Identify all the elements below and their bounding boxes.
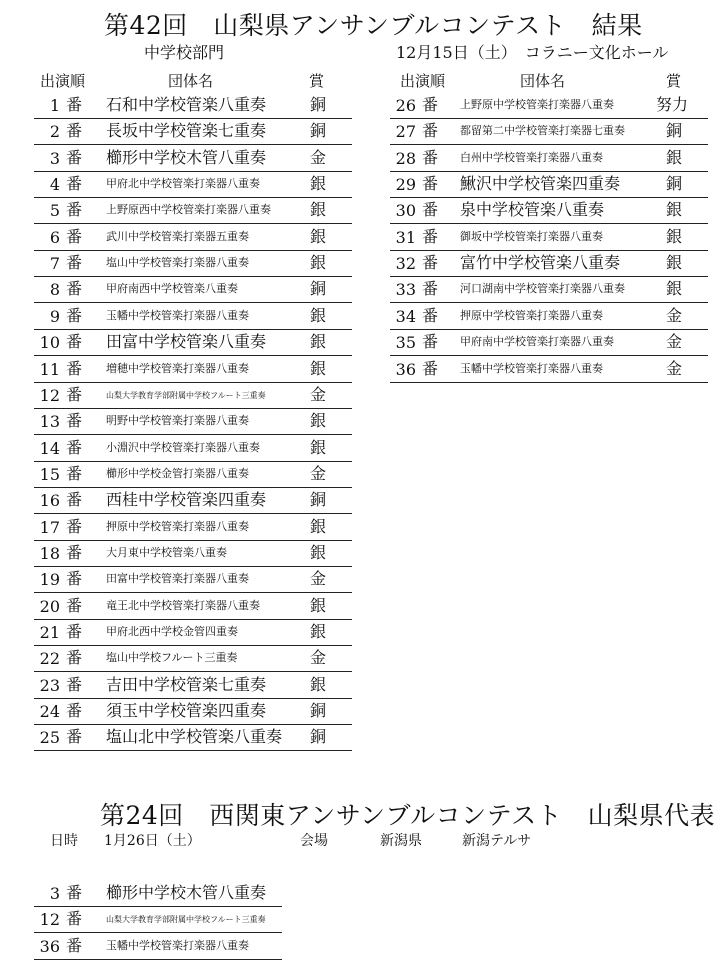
award: 金 — [310, 463, 327, 483]
award: 銅 — [310, 490, 327, 510]
order-suffix: 番 — [66, 648, 83, 668]
group-name: 玉幡中学校管楽打楽器八重奏 — [106, 308, 249, 322]
group-name: 西桂中学校管楽四重奏 — [106, 490, 267, 510]
award: 銀 — [310, 174, 327, 194]
order-suffix: 番 — [66, 226, 83, 246]
award: 銅 — [666, 174, 683, 194]
table-row — [34, 933, 282, 960]
order-suffix: 番 — [422, 200, 439, 220]
order-number: 9 — [49, 306, 60, 326]
award: 銀 — [666, 226, 683, 246]
order-suffix: 番 — [66, 883, 83, 902]
header-group-right: 団体名 — [520, 72, 566, 90]
group-name: 玉幡中学校管楽打楽器八重奏 — [106, 938, 249, 952]
group-name: 小淵沢中学校管楽打楽器八重奏 — [106, 440, 260, 454]
order-suffix: 番 — [66, 622, 83, 641]
table-row — [34, 461, 352, 488]
table-row — [390, 356, 708, 383]
order-suffix: 番 — [66, 411, 83, 431]
order-number: 3 — [49, 884, 60, 903]
header-group-left: 団体名 — [168, 72, 214, 90]
table-row — [34, 540, 352, 567]
table-row — [34, 906, 282, 933]
table-row — [34, 724, 352, 751]
award: 努力 — [656, 95, 689, 114]
award: 金 — [310, 648, 327, 668]
group-name: 押原中学校管楽打楽器八重奏 — [106, 519, 249, 533]
award: 金 — [310, 384, 327, 404]
group-name: 塩山北中学校管楽八重奏 — [106, 727, 283, 747]
order-number: 8 — [49, 280, 60, 300]
group-name: 櫛形中学校木管八重奏 — [106, 883, 267, 902]
award: 銀 — [310, 622, 327, 641]
table-row — [34, 92, 352, 119]
order-number: 15 — [39, 464, 60, 484]
award: 銀 — [310, 595, 327, 615]
award: 銀 — [310, 411, 327, 431]
order-suffix: 番 — [422, 305, 439, 325]
table-row — [34, 698, 352, 725]
order-number: 23 — [39, 675, 60, 695]
order-suffix: 番 — [66, 516, 83, 536]
table-row — [34, 276, 352, 303]
order-number: 19 — [39, 570, 60, 590]
group-name: 須玉中学校管楽四重奏 — [106, 701, 267, 721]
venue-prefecture: 新潟県 — [380, 833, 422, 849]
group-name: 玉幡中学校管楽打楽器八重奏 — [460, 361, 603, 375]
order-number: 20 — [39, 596, 60, 616]
table-row — [34, 356, 352, 383]
group-name: 上野原中学校管楽打楽器八重奏 — [460, 98, 614, 111]
table-row — [34, 619, 352, 646]
order-number: 17 — [39, 517, 60, 537]
order-number: 31 — [395, 227, 416, 247]
group-name: 泉中学校管楽八重奏 — [460, 200, 605, 220]
page-title: 第42回 山梨県アンサンブルコンテスト 結果 — [104, 11, 643, 40]
group-name: 上野原西中学校管楽打楽器八重奏 — [106, 203, 271, 217]
order-suffix: 番 — [66, 332, 83, 352]
order-suffix: 番 — [66, 490, 83, 510]
order-number: 34 — [395, 306, 416, 326]
date-value: 1月26日（土） — [104, 833, 201, 849]
table-row — [34, 303, 352, 330]
order-number: 24 — [39, 702, 60, 722]
table-row — [34, 197, 352, 224]
order-suffix: 番 — [66, 674, 83, 694]
order-suffix: 番 — [66, 147, 83, 167]
order-suffix: 番 — [66, 305, 83, 325]
order-number: 13 — [39, 412, 60, 432]
order-suffix: 番 — [66, 279, 83, 299]
order-suffix: 番 — [66, 909, 83, 929]
order-suffix: 番 — [422, 279, 439, 299]
order-number: 1 — [49, 96, 60, 115]
order-suffix: 番 — [66, 727, 83, 747]
table-row — [390, 118, 708, 145]
order-number: 32 — [395, 254, 416, 274]
award: 銀 — [310, 516, 327, 536]
group-name: 大月東中学校管楽八重奏 — [106, 545, 227, 559]
award: 銀 — [666, 147, 683, 167]
award: 銅 — [310, 279, 327, 299]
order-number: 36 — [395, 359, 416, 379]
table-row — [34, 171, 352, 198]
award: 銀 — [310, 332, 327, 352]
order-suffix: 番 — [66, 95, 83, 114]
order-number: 14 — [39, 438, 60, 458]
order-suffix: 番 — [422, 226, 439, 246]
order-number: 4 — [49, 175, 60, 195]
group-name: 鰍沢中学校管楽四重奏 — [460, 174, 621, 194]
award: 銀 — [666, 279, 683, 299]
order-number: 6 — [49, 227, 60, 247]
header-award-left: 賞 — [309, 72, 325, 90]
group-name: 田富中学校管楽打楽器八重奏 — [106, 572, 249, 586]
award: 銅 — [310, 95, 327, 114]
order-number: 33 — [395, 280, 416, 300]
group-name: 明野中学校管楽打楽器八重奏 — [106, 414, 249, 428]
order-number: 18 — [39, 543, 60, 563]
order-suffix: 番 — [422, 95, 439, 114]
award: 銀 — [310, 542, 327, 562]
group-name: 塩山中学校管楽打楽器八重奏 — [106, 256, 249, 270]
order-suffix: 番 — [66, 437, 83, 457]
award: 銀 — [310, 200, 327, 220]
order-number: 12 — [39, 385, 60, 405]
group-name: 山梨大学教育学部附属中学校フルート三重奏 — [106, 390, 266, 400]
order-number: 27 — [395, 122, 416, 142]
order-number: 26 — [395, 96, 416, 115]
order-suffix: 番 — [66, 253, 83, 273]
order-number: 25 — [39, 728, 60, 748]
order-number: 22 — [39, 649, 60, 669]
order-number: 16 — [39, 491, 60, 511]
award: 銅 — [310, 701, 327, 721]
table-row — [390, 145, 708, 172]
group-name: 田富中学校管楽八重奏 — [106, 332, 267, 352]
order-number: 36 — [39, 936, 60, 956]
group-name: 甲府北中学校管楽打楽器八重奏 — [106, 177, 260, 191]
table-row — [390, 250, 708, 277]
award: 金 — [310, 569, 327, 589]
date-label: 日時 — [50, 833, 78, 849]
award: 金 — [666, 332, 683, 352]
group-name: 甲府北西中学校金管四重奏 — [106, 625, 238, 638]
header-award-right: 賞 — [666, 72, 682, 90]
date-venue: 12月15日（土） コラニー文化ホール — [396, 43, 669, 62]
award: 銀 — [310, 253, 327, 273]
table-row — [34, 224, 352, 251]
order-suffix: 番 — [66, 935, 83, 955]
order-suffix: 番 — [422, 253, 439, 273]
order-suffix: 番 — [422, 121, 439, 141]
order-number: 30 — [395, 201, 416, 221]
award: 銀 — [310, 358, 327, 378]
order-number: 12 — [39, 910, 60, 930]
group-name: 都留第二中学校管楽打楽器七重奏 — [460, 124, 625, 138]
order-number: 3 — [49, 148, 60, 168]
award: 銀 — [310, 674, 327, 694]
award: 銅 — [310, 727, 327, 747]
group-name: 富竹中学校管楽八重奏 — [460, 253, 621, 273]
award: 銀 — [310, 437, 327, 457]
award: 銅 — [310, 121, 327, 141]
award: 銀 — [666, 200, 683, 220]
group-name: 吉田中学校管楽七重奏 — [106, 674, 267, 694]
group-name: 白州中学校管楽打楽器八重奏 — [460, 150, 603, 164]
group-name: 塩山中学校フルート三重奏 — [106, 651, 238, 665]
order-suffix: 番 — [422, 174, 439, 194]
table-row — [34, 487, 352, 514]
venue-label: 会場 — [300, 833, 328, 849]
award: 金 — [666, 305, 683, 325]
group-name: 押原中学校管楽打楽器八重奏 — [460, 308, 603, 322]
group-name: 御坂中学校管楽打楽器八重奏 — [460, 229, 603, 243]
table-row — [390, 276, 708, 303]
table-row — [34, 435, 352, 462]
order-number: 10 — [39, 333, 60, 353]
table-row — [34, 672, 352, 699]
venue-name: 新潟テルサ — [462, 833, 532, 849]
order-suffix: 番 — [66, 174, 83, 194]
table-row — [390, 329, 708, 356]
table-row — [34, 408, 352, 435]
header-order-right: 出演順 — [400, 72, 446, 90]
order-suffix: 番 — [422, 332, 439, 352]
order-suffix: 番 — [66, 384, 83, 404]
order-number: 35 — [395, 333, 416, 353]
award: 銅 — [666, 121, 683, 141]
order-suffix: 番 — [66, 569, 83, 589]
table-row — [34, 880, 282, 907]
order-number: 11 — [39, 359, 60, 379]
award: 銀 — [310, 305, 327, 325]
award: 銀 — [666, 253, 683, 273]
group-name: 長坂中学校管楽七重奏 — [106, 121, 267, 141]
table-row — [390, 197, 708, 224]
table-row — [390, 92, 708, 119]
order-suffix: 番 — [66, 358, 83, 378]
table-row — [34, 118, 352, 145]
group-name: 河口湖南中学校管楽打楽器八重奏 — [460, 282, 625, 296]
award: 銀 — [310, 226, 327, 246]
table-row — [390, 303, 708, 330]
order-suffix: 番 — [66, 595, 83, 615]
order-suffix: 番 — [66, 121, 83, 141]
table-row — [34, 645, 352, 672]
order-suffix: 番 — [422, 358, 439, 378]
header-order-left: 出演順 — [40, 72, 86, 90]
table-row — [34, 145, 352, 172]
group-name: 山梨大学教育学部附属中学校フルート三重奏 — [106, 915, 266, 925]
group-name: 石和中学校管楽八重奏 — [106, 95, 267, 114]
order-suffix: 番 — [66, 701, 83, 721]
table-row — [34, 329, 352, 356]
order-number: 7 — [49, 254, 60, 274]
table-row — [390, 224, 708, 251]
award: 金 — [666, 358, 683, 378]
group-name: 櫛形中学校木管八重奏 — [106, 147, 267, 167]
table-row — [34, 382, 352, 409]
table-row — [34, 566, 352, 593]
order-number: 28 — [395, 148, 416, 168]
division-label: 中学校部門 — [144, 43, 225, 62]
group-name: 櫛形中学校金管打楽器八重奏 — [106, 466, 249, 480]
award: 金 — [310, 147, 327, 167]
table-row — [34, 250, 352, 277]
group-name: 甲府南中学校管楽打楽器八重奏 — [460, 335, 614, 349]
order-number: 2 — [49, 122, 60, 142]
group-name: 増穂中学校管楽打楽器八重奏 — [106, 361, 249, 375]
order-suffix: 番 — [66, 200, 83, 220]
table-row — [390, 171, 708, 198]
order-suffix: 番 — [422, 147, 439, 167]
order-suffix: 番 — [66, 463, 83, 483]
group-name: 武川中学校管楽打楽器五重奏 — [106, 229, 249, 243]
group-name: 甲府南西中学校管楽八重奏 — [106, 282, 238, 296]
group-name: 竜王北中学校管楽打楽器八重奏 — [106, 598, 260, 612]
table-row — [34, 593, 352, 620]
order-number: 5 — [49, 201, 60, 221]
table-row — [34, 514, 352, 541]
order-number: 21 — [39, 623, 60, 642]
order-number: 29 — [395, 175, 416, 195]
representatives-title: 第24回 西関東アンサンブルコンテスト 山梨県代表 — [100, 801, 716, 830]
order-suffix: 番 — [66, 542, 83, 562]
